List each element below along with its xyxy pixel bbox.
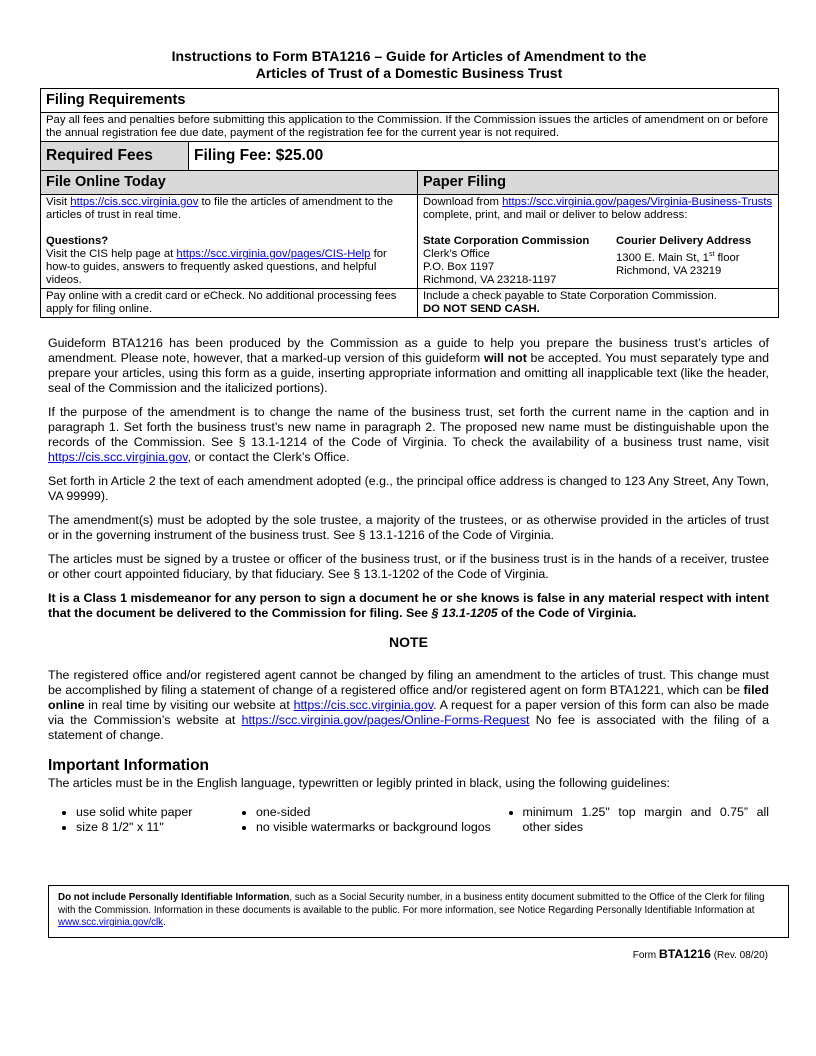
paragraph-registered-office: The registered office and/or registered agent cannot be changed by filing an amendment to the articles of trust. This change must be accomplished by filing a statement of change of a registered office and/or registered agent on form BTA1221, which can be filed online in real time by visiting our website at https://cis.scc.virginia.gov. A request for a paper version of this form can also be made via the Commission’s website at https://scc.virginia.gov/pages/Online-Forms-Request No fee is associated with the filing of a statement of change. <box>48 668 769 742</box>
courier-address-line: 1300 E. Main St, 1st floor <box>616 251 740 264</box>
courier-address-line: Richmond, VA 23219 <box>616 264 722 277</box>
online-forms-request-link[interactable]: https://scc.virginia.gov/pages/Online-Forms-Request <box>241 713 530 727</box>
paragraph-name-change: If the purpose of the amendment is to change the name of the business trust, set forth the current name in the caption and in paragraph 1. Set forth the business trust’s new name in paragraph 2. The proposed new name must be distinguishable upon the records of the Commission. See § 13.1-1214 of the Code of Virginia. To check the availability of a business trust name, visit https://cis.scc.virginia.gov, or contact the Clerk’s Office. <box>48 405 769 464</box>
online-visit-text: Visit https://cis.scc.virginia.gov to file the articles of amendment to the articles of trust in real time. <box>46 196 394 221</box>
guidelines-list <box>48 805 769 835</box>
pii-notice: Do not include Personally Identifiable Information, such as a Social Security number, in a business entity document submitted to the Office of the Clerk for filing with the Commission. Information in these documents is available to the public. For more information, see Notice Regarding Personally Identifiable Information at www.scc.virginia.gov/clk. <box>48 885 789 938</box>
guidelines-column <box>48 805 228 835</box>
online-payment-text: Pay online with a credit card or eCheck. No additional processing fees apply for filing online. <box>41 289 418 318</box>
mail-address-line: Clerk’s Office <box>423 248 490 260</box>
filing-requirements-heading: Filing Requirements <box>41 89 779 113</box>
paper-download-text: Download from https://scc.virginia.gov/pages/Virginia-Business-Trusts complete, print, and mail or deliver to below address: <box>423 196 773 221</box>
guideline-item: • minimum 1.25" top margin and 0.75” all other sides <box>523 805 770 835</box>
questions-heading: Questions? <box>46 235 109 247</box>
online-help-text: Visit the CIS help page at https://scc.virginia.gov/pages/CIS-Help for how-to guides, answers to frequently asked questions, and helpful videos. <box>46 248 387 286</box>
title-line-2: Articles of Trust of a Domestic Business Trust <box>255 65 563 81</box>
guideline-item: • use solid white paper <box>76 805 228 820</box>
cis-help-link[interactable]: https://scc.virginia.gov/pages/CIS-Help <box>176 248 371 260</box>
business-trusts-link[interactable]: https://scc.virginia.gov/pages/Virginia-Business-Trusts <box>502 196 773 208</box>
note-heading: NOTE <box>389 634 428 650</box>
file-online-heading: File Online Today <box>41 171 418 195</box>
guidelines-column <box>495 805 770 835</box>
clerk-website-link[interactable]: www.scc.virginia.gov/clk <box>58 917 164 928</box>
cis-link[interactable]: https://cis.scc.virginia.gov <box>70 196 199 208</box>
mail-address-line: Richmond, VA 23218-1197 <box>423 274 557 286</box>
required-fees-label: Required Fees <box>41 142 189 171</box>
courier-address-heading: Courier Delivery Address <box>616 235 752 247</box>
guideline-item: • no visible watermarks or background logos <box>256 820 495 835</box>
paragraph-article-2: Set forth in Article 2 the text of each amendment adopted (e.g., the principal office address is changed to 123 Any Street, Any Town, VA 99999). <box>48 474 769 503</box>
cis-link-statement-change[interactable]: https://cis.scc.virginia.gov <box>293 698 434 712</box>
form-revision-footer: Form BTA1216 (Rev. 08/20) <box>632 947 768 961</box>
cis-link-name-check[interactable]: https://cis.scc.virginia.gov <box>48 450 188 464</box>
guidelines-column <box>228 805 495 835</box>
courier-address <box>616 235 773 287</box>
guideline-item: • one-sided <box>256 805 495 820</box>
paragraph-guideform: Guideform BTA1216 has been produced by the Commission as a guide to help you prepare the business trust’s articles of amendment. Please note, however, that a marked-up version of this guideform will not be accepted. You must separately type and prepare your articles, using this form as a guide, inserting appropriate information and omitting all inapplicable text (like the header, seal of the Commission and the italicized portions). <box>48 336 769 395</box>
important-information-text: The articles must be in the English language, typewritten or legibly printed in black, using the following guidelines: <box>48 776 670 790</box>
paper-filing-cell <box>418 195 779 289</box>
page-title <box>40 48 778 82</box>
title-line-1: Instructions to Form BTA1216 – Guide for Articles of Amendment to the <box>171 48 647 64</box>
paragraph-adoption: The amendment(s) must be adopted by the sole trustee, a majority of the trustees, or as otherwise provided in the articles of trust or in the governing instrument of the business trust. See § 13.1-1216 of the Code of Virginia. <box>48 513 769 542</box>
mailing-addresses <box>423 235 773 287</box>
paragraph-signature: The articles must be signed by a trustee or officer of the business trust, or if the business trust is in the hands of a receiver, trustee or other court appointed fiduciary, by that fiduciary. See § 13.1-1202 of the Code of Virginia. <box>48 552 769 581</box>
file-online-cell <box>41 195 418 289</box>
instructions-body <box>48 336 769 835</box>
important-information-heading: Important Information <box>48 757 210 774</box>
no-cash-warning: DO NOT SEND CASH. <box>423 303 540 315</box>
filing-fee-value: Filing Fee: $25.00 <box>189 142 779 171</box>
check-payable-text: Include a check payable to State Corporation Commission. <box>423 290 717 302</box>
mail-address-line: P.O. Box 1197 <box>423 261 495 273</box>
guideline-item: • size 8 1/2" x 11" <box>76 820 228 835</box>
mail-address <box>423 235 616 287</box>
requirements-table <box>40 88 779 318</box>
paragraph-misdemeanor-warning: It is a Class 1 misdemeanor for any person to sign a document he or she knows is false in any material respect with intent that the document be delivered to the Commission for filing. See § 13.1-1205 of the Code of Virginia. <box>48 591 769 620</box>
filing-requirements-text: Pay all fees and penalties before submitting this application to the Commission. If the Commission issues the articles of amendment on or before the annual registration fee due date, payment of the registration fee for the current year is not required. <box>41 113 779 142</box>
paper-payment-cell <box>418 289 779 318</box>
paper-filing-heading: Paper Filing <box>418 171 779 195</box>
mail-address-heading: State Corporation Commission <box>423 235 590 247</box>
